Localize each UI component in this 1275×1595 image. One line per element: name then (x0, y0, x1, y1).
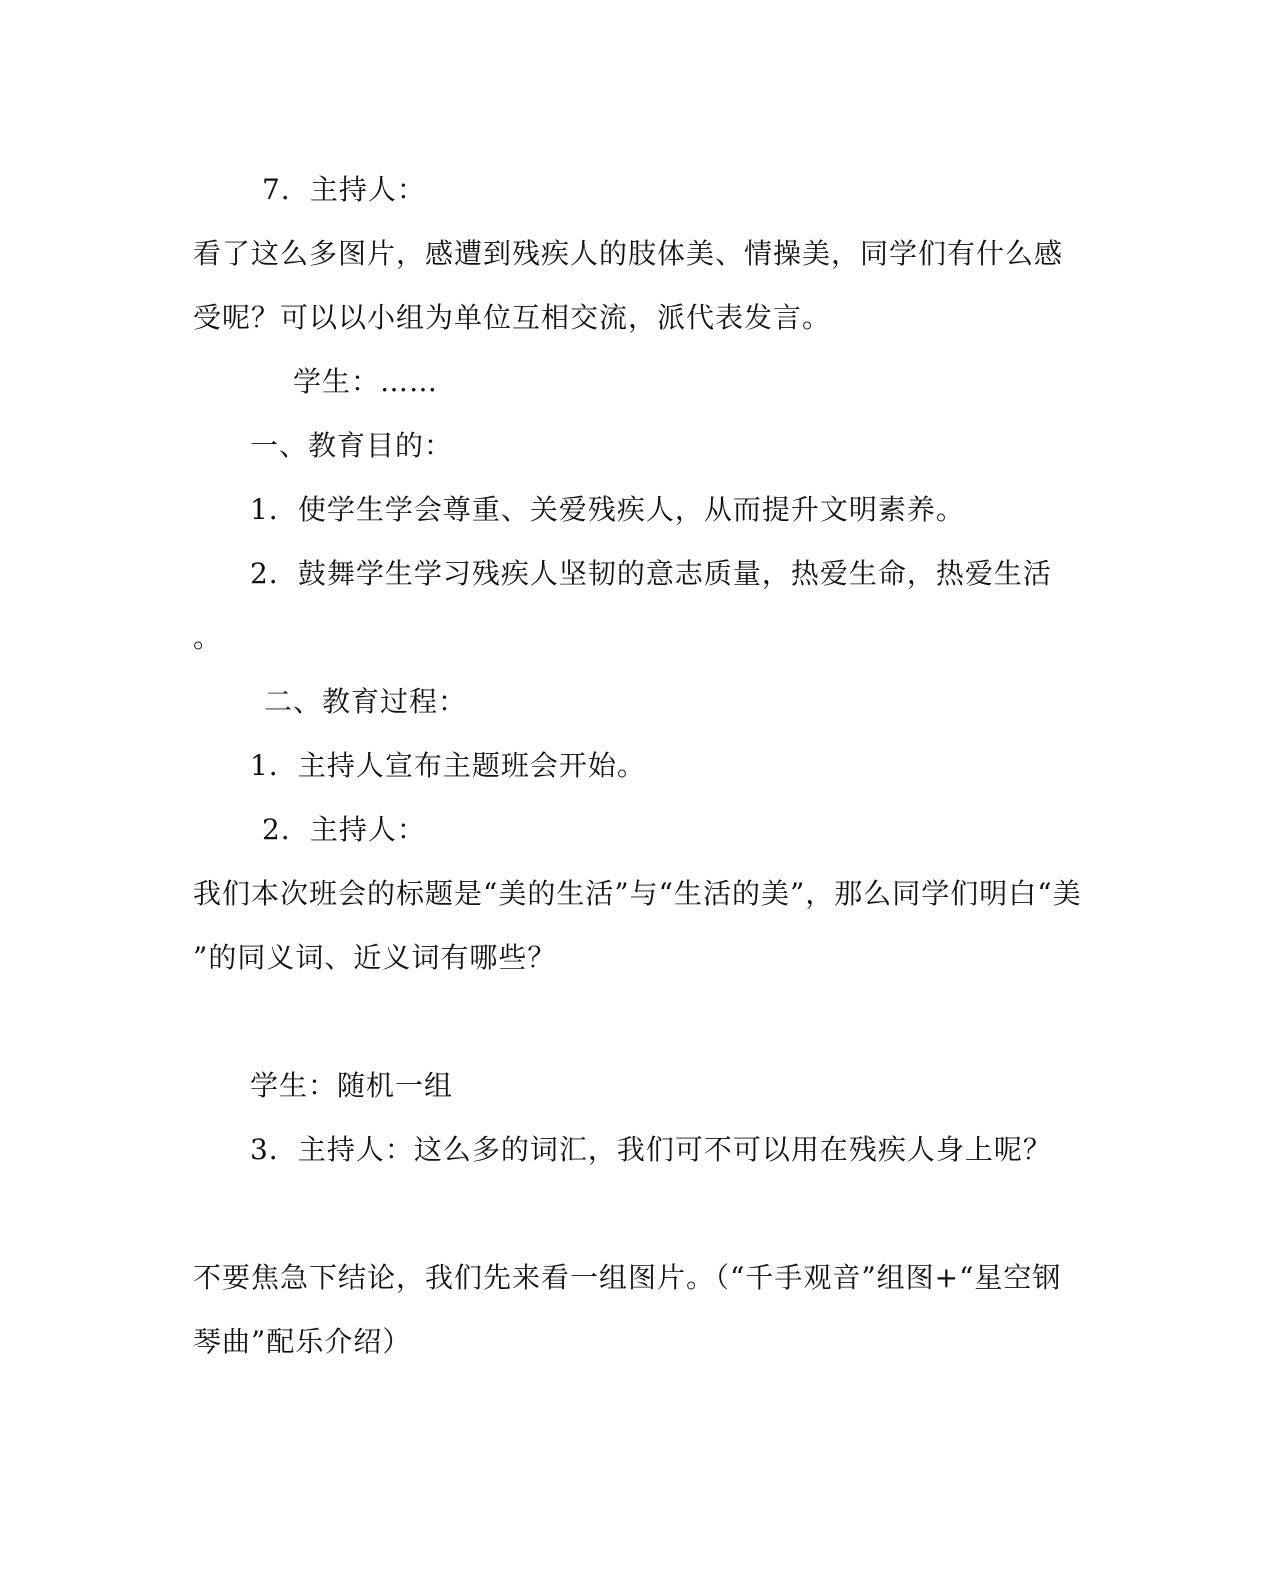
section-heading-education-goal: 一、教育目的： (250, 429, 454, 462)
section-heading-education-process: 二、教育过程： (264, 685, 468, 718)
student-random-group: 学生：随机一组 (250, 1069, 454, 1102)
paragraph-host-question-line-1: 看了这么多图片，感遭到残疾人的肢体美、情操美，同学们有什么感 (193, 237, 1064, 270)
process-item-1: 1．主持人宣布主题班会开始。 (250, 749, 646, 782)
process-item-2-text-line-2: ”的同义词、近义词有哪些？ (193, 941, 557, 974)
goal-item-2-continuation: 。 (193, 621, 223, 654)
process-item-3-text-line-1: 不要焦急下结论，我们先来看一组图片。（“千手观音”组图+“星空钢 (193, 1261, 1062, 1294)
process-item-3: 3．主持人：这么多的词汇，我们可不可以用在残疾人身上呢？ (250, 1133, 1052, 1166)
goal-item-2: 2．鼓舞学生学习残疾人坚韧的意志质量，热爱生命，热爱生活 (250, 557, 1052, 590)
paragraph-host-7: 7．主持人： (262, 173, 426, 206)
process-item-3-text-line-2: 琴曲”配乐介绍） (193, 1325, 412, 1358)
process-item-2-text-line-1: 我们本次班会的标题是“美的生活”与“生活的美”，那么同学们明白“美 (193, 877, 1082, 910)
paragraph-student-response: 学生：…… (293, 365, 439, 398)
paragraph-host-question-line-2: 受呢？可以以小组为单位互相交流，派代表发言。 (193, 301, 832, 334)
process-item-2: 2．主持人： (262, 813, 426, 846)
goal-item-1: 1．使学生学会尊重、关爱残疾人，从而提升文明素养。 (250, 493, 965, 526)
